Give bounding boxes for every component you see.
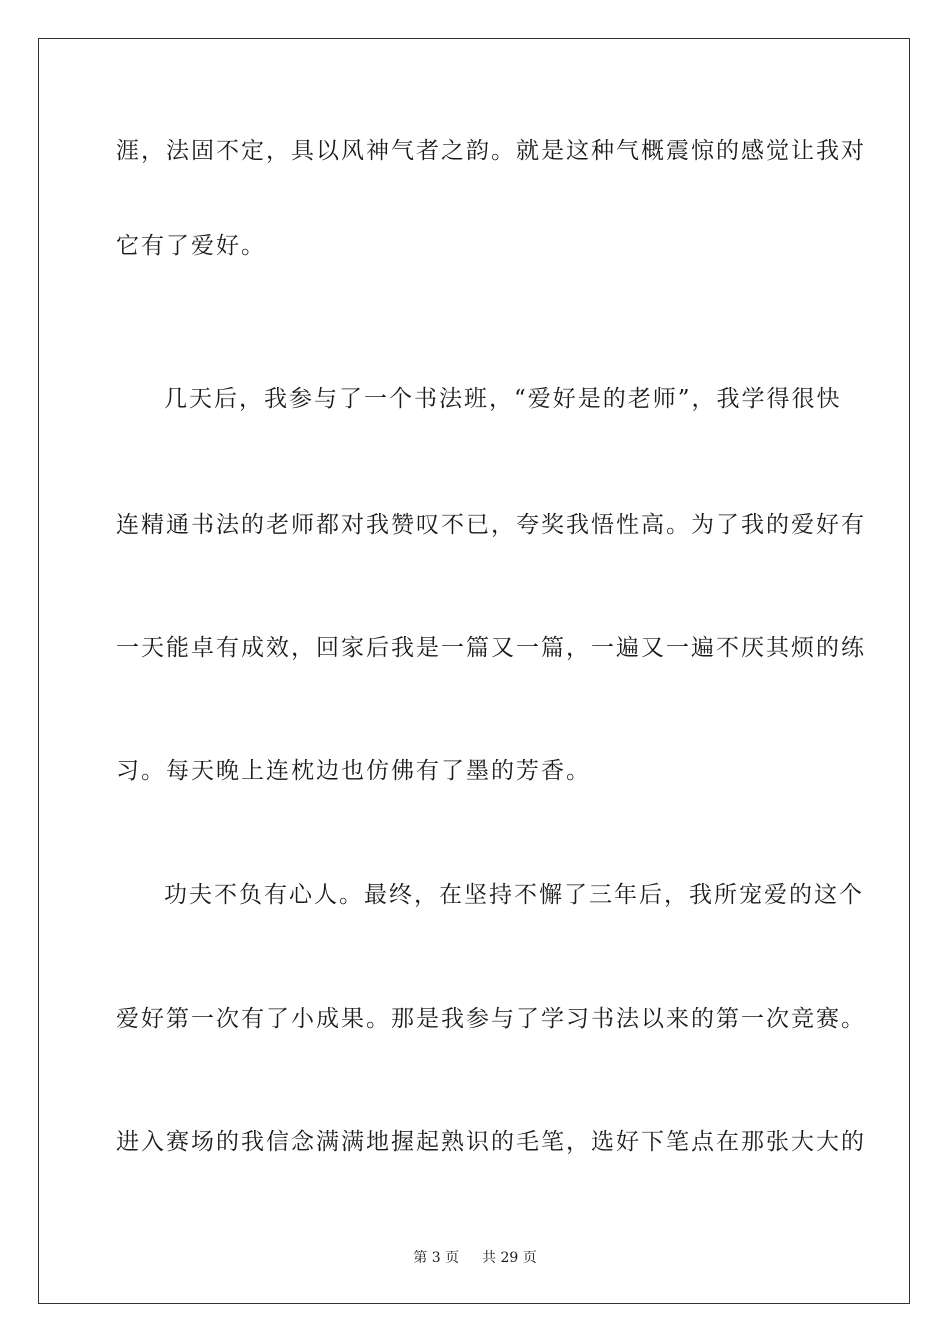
text-line-5: 一天能卓有成效，回家后我是一篇又一篇，一遍又一遍不厌其烦的练: [116, 635, 866, 661]
text-line-8: 爱好第一次有了小成果。那是我参与了学习书法以来的第一次竞赛。: [116, 1006, 866, 1032]
text-line-9: 进入赛场的我信念满满地握起熟识的毛笔，选好下笔点在那张大大的: [116, 1129, 866, 1155]
text-line-6: 习。每天晚上连枕边也仿佛有了墨的芳香。: [116, 758, 591, 784]
text-line-2: 它有了爱好。: [116, 233, 266, 259]
page-border: [38, 38, 910, 1304]
text-line-7: 功夫不负有心人。最终，在坚持不懈了三年后，我所宠爱的这个: [164, 882, 864, 908]
text-line-1: 涯，法固不定，具以风神气者之韵。就是这种气概震惊的感觉让我对: [116, 138, 866, 164]
page-number: 第 3 页: [413, 1250, 460, 1266]
page-footer: [0, 1248, 950, 1268]
text-line-3: 几天后，我参与了一个书法班，“爱好是的老师”，我学得很快: [164, 386, 842, 412]
page-total: 共 29 页: [482, 1250, 537, 1266]
text-line-4: 连精通书法的老师都对我赞叹不已，夸奖我悟性高。为了我的爱好有: [116, 512, 866, 538]
